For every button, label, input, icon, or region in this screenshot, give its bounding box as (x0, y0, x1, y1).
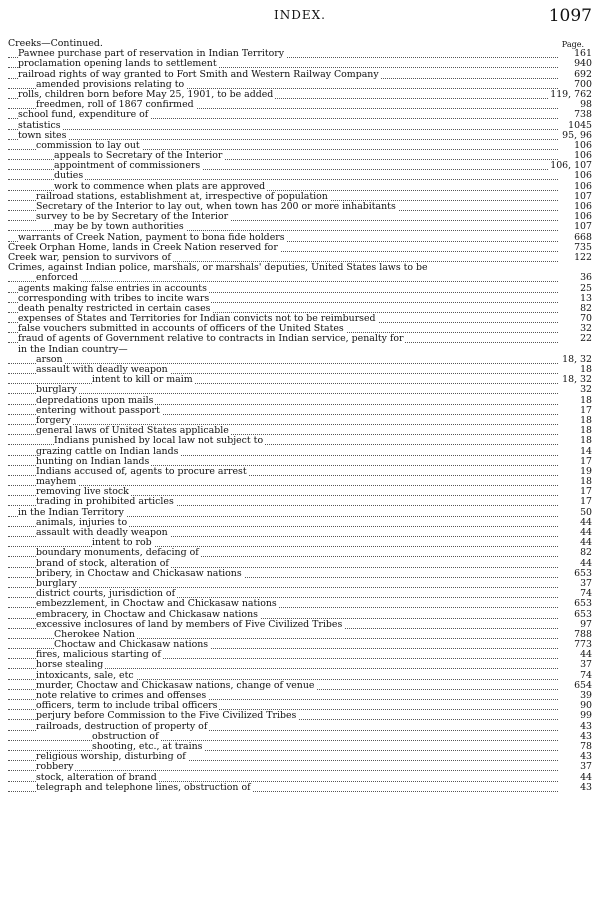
entry-text: obstruction of (92, 730, 159, 742)
entry-text: horse stealing (36, 659, 104, 671)
entry-text: fires, malicious starting of (36, 649, 161, 661)
entry-text: corresponding with tribes to incite wars (18, 292, 210, 304)
entry-page-ref: 14 (580, 445, 592, 457)
entry-page-ref: 44 (580, 537, 592, 549)
entry-text: assault with deadly weapon (36, 364, 168, 375)
entry-page-ref: 44 (580, 771, 592, 783)
entry-text: Indians accused of, agents to procure arrest (36, 465, 247, 477)
entry-page-ref: 99 (580, 710, 592, 722)
entry-page-ref: 653 (574, 567, 592, 579)
entry-text: Choctaw and Chickasaw nations (54, 639, 209, 651)
entry-page-ref: 18 (580, 425, 592, 437)
dot-leader (8, 579, 558, 588)
entry-text: Cherokee Nation (54, 628, 135, 640)
entry-text: warrants of Creek Nation, payment to bona fide holders (18, 231, 285, 243)
entry-page-ref: 773 (574, 639, 592, 651)
entry-page-ref: 788 (574, 628, 592, 640)
dot-leader (8, 416, 558, 425)
entry-page-ref: 97 (580, 618, 592, 630)
entry-page-ref: 32 (580, 323, 592, 335)
entry-text: survey to be by Secretary of the Interior (36, 211, 229, 223)
entry-text: freedmen, roll of 1867 confirmed (36, 99, 194, 111)
entry-page-ref: 43 (580, 751, 592, 763)
entry-text: embracery, in Choctaw and Chickasaw nations (36, 608, 258, 620)
index-entries (8, 39, 592, 793)
entry-page-ref: 106 (574, 211, 592, 223)
page-number: 1097 (548, 6, 592, 26)
entry-page-ref: 106 (574, 201, 592, 212)
entry-text: forgery (36, 414, 71, 426)
entry-page-ref: 25 (580, 282, 592, 294)
index-entry (8, 263, 592, 273)
entry-page-ref: 37 (580, 577, 592, 589)
entry-page-ref: 668 (574, 231, 592, 243)
entry-page-ref: 17 (580, 496, 592, 508)
entry-page-ref: 940 (574, 58, 592, 70)
entry-page-ref: 43 (580, 730, 592, 742)
entry-page-ref: 1045 (568, 119, 592, 131)
entry-page-ref: 82 (580, 547, 592, 559)
entry-text: stock, alteration of brand (36, 771, 157, 783)
entry-text: hunting on Indian lands (36, 455, 150, 467)
index-entry (8, 406, 592, 416)
index-entry (8, 752, 592, 762)
page-header (0, 6, 600, 28)
entry-text: Secretary of the Interior to lay out, when town has 200 or more inhabitants (36, 201, 396, 212)
entry-text: proclamation opening lands to settlement (18, 58, 217, 70)
entry-page-ref: 18, 32 (562, 374, 592, 386)
entry-text: shooting, etc., at trains (92, 740, 203, 752)
entry-text: agents making false entries in accounts (18, 282, 207, 294)
entry-page-ref: 653 (574, 608, 592, 620)
entry-text: boundary monuments, defacing of (36, 547, 199, 559)
index-entry (8, 436, 592, 446)
entry-page-ref: 692 (574, 68, 592, 80)
dot-leader (8, 385, 558, 394)
entry-text: embezzlement, in Choctaw and Chickasaw nations (36, 598, 277, 610)
entry-page-ref: 44 (580, 527, 592, 538)
index-entry (8, 273, 592, 283)
dot-leader (8, 762, 558, 771)
dot-leader (8, 355, 558, 364)
entry-page-ref: 738 (574, 109, 592, 121)
entry-page-ref: 106 (574, 150, 592, 162)
entry-page-ref: 50 (580, 506, 592, 518)
entry-text: town sites (18, 129, 67, 141)
dot-leader (8, 477, 558, 486)
entry-text: false vouchers submitted in accounts of officers of the United States (18, 323, 344, 335)
entry-page-ref: 161 (574, 48, 592, 60)
entry-text: note relative to crimes and offenses (36, 690, 207, 701)
entry-text: mayhem (36, 476, 77, 488)
entry-page-ref: 98 (580, 99, 592, 111)
dot-leader (8, 121, 558, 130)
index-entry (8, 110, 592, 120)
entry-text: Crimes, against Indian police, marshals, or marshals' deputies, United States laws to be (8, 262, 428, 274)
entry-text: in the Indian country— (18, 343, 128, 355)
entry-text: telegraph and telephone lines, obstruction of (36, 781, 251, 793)
entry-page-ref: 735 (574, 241, 592, 253)
entry-page-ref: 18 (580, 435, 592, 447)
entry-text: murder, Choctaw and Chickasaw nations, change of venue (36, 679, 315, 691)
index-entry (8, 375, 592, 385)
entry-page-ref: 17 (580, 404, 592, 416)
entry-text: robbery (36, 761, 74, 773)
entry-page-ref: 36 (580, 272, 592, 284)
entry-text: work to commence when plats are approved (54, 180, 266, 192)
index-entry (8, 467, 592, 477)
dot-leader (8, 742, 558, 751)
entry-text: officers, term to include tribal officers (36, 700, 218, 712)
entry-text: fraud of agents of Government relative to contracts in Indian service, penalty for (18, 333, 404, 345)
entry-page-ref: 18, 32 (562, 353, 592, 365)
index-entry (8, 599, 592, 609)
entry-page-ref: 17 (580, 455, 592, 467)
entry-text: Creek war, pension to survivors of (8, 251, 171, 263)
entry-page-ref: 107 (574, 221, 592, 233)
entry-text: appointment of commissioners (54, 160, 201, 172)
entry-text: duties (54, 170, 84, 182)
entry-page-ref: 37 (580, 659, 592, 671)
entry-page-ref: 22 (580, 333, 592, 345)
dot-leader (8, 171, 558, 180)
entry-text: burglary (36, 384, 77, 396)
entry-text: Creeks—Continued. (8, 38, 103, 49)
entry-page-ref: 44 (580, 557, 592, 569)
entry-text: school fund, expenditure of (18, 109, 149, 121)
entry-page-ref: 106, 107 (550, 160, 592, 172)
dot-leader (8, 538, 558, 547)
entry-text: burglary (36, 577, 77, 589)
entry-text: brand of stock, alteration of (36, 557, 169, 569)
dot-leader (8, 131, 558, 140)
index-entry (8, 121, 592, 131)
entry-text: depredations upon mails (36, 394, 154, 406)
entry-text: railroad stations, establishment at, irrespective of population (36, 190, 328, 202)
entry-page-ref: 82 (580, 302, 592, 314)
entry-page-ref: 700 (574, 78, 592, 90)
entry-page-ref: 78 (580, 740, 592, 752)
entry-text: intoxicants, sale, etc (36, 669, 134, 681)
entry-page-ref: 90 (580, 700, 592, 712)
index-entry (8, 345, 592, 355)
entry-text: appeals to Secretary of the Interior (54, 150, 223, 162)
entry-text: enforced (36, 272, 78, 284)
entry-text: commission to lay out (36, 139, 140, 151)
entry-text: arson (36, 353, 63, 365)
entry-page-ref: 106 (574, 139, 592, 151)
entry-page-ref: 32 (580, 384, 592, 396)
entry-page-ref: 119, 762 (550, 88, 592, 100)
entry-page-ref: 18 (580, 364, 592, 375)
page-column-label: Page. (561, 40, 584, 49)
dot-leader (8, 273, 558, 282)
entry-text: trading in prohibited articles (36, 496, 174, 508)
dot-leader (8, 732, 558, 741)
entry-text: statistics (18, 119, 61, 131)
entry-text: Indians punished by local law not subject to (54, 435, 264, 447)
entry-page-ref: 44 (580, 649, 592, 661)
entry-text: Pawnee purchase part of reservation in Indian Territory (18, 48, 285, 60)
entry-text: amended provisions relating to (36, 78, 185, 90)
entry-page-ref: 18 (580, 414, 592, 426)
index-entry (8, 783, 592, 793)
entry-text: in the Indian Territory (18, 506, 124, 518)
entry-text: animals, injuries to (36, 516, 128, 528)
entry-text: excessive inclosures of land by members of Five Civilized Tribes (36, 618, 343, 630)
entry-text: intent to rob (92, 537, 152, 549)
running-title: INDEX. (274, 8, 326, 22)
entry-page-ref: 44 (580, 516, 592, 528)
entry-page-ref: 74 (580, 588, 592, 600)
entry-text: assault with deadly weapon (36, 527, 168, 538)
entry-text: expenses of States and Territories for Indian convicts not to be reimbursed (18, 313, 376, 325)
entry-page-ref: 107 (574, 190, 592, 202)
entry-page-ref: 106 (574, 170, 592, 182)
entry-text: railroad rights of way granted to Fort Smith and Western Railway Company (18, 68, 379, 80)
entry-page-ref: 43 (580, 781, 592, 793)
dot-leader (8, 375, 558, 384)
entry-page-ref: 18 (580, 476, 592, 488)
index-entry (8, 161, 592, 171)
entry-page-ref: 18 (580, 394, 592, 406)
entry-text: religious worship, disturbing of (36, 751, 186, 763)
entry-page-ref: 70 (580, 313, 592, 325)
index-entry (8, 762, 592, 772)
entry-page-ref: 653 (574, 598, 592, 610)
entry-page-ref: 43 (580, 720, 592, 732)
entry-text: grazing cattle on Indian lands (36, 445, 179, 457)
entry-text: district courts, jurisdiction of (36, 588, 176, 600)
entry-page-ref: 95, 96 (562, 129, 592, 141)
entry-page-ref: 106 (574, 180, 592, 192)
entry-page-ref: 13 (580, 292, 592, 304)
entry-page-ref: 39 (580, 690, 592, 701)
entry-page-ref: 19 (580, 465, 592, 477)
entry-text: removing live stock (36, 486, 129, 498)
entry-text: bribery, in Choctaw and Chickasaw nations (36, 567, 242, 579)
entry-page-ref: 74 (580, 669, 592, 681)
entry-text: perjury before Commission to the Five Civilized Tribes (36, 710, 297, 722)
entry-page-ref: 37 (580, 761, 592, 773)
entry-page-ref: 17 (580, 486, 592, 498)
index-entry (8, 569, 592, 579)
entry-text: death penalty restricted in certain cases (18, 302, 211, 314)
entry-text: rolls, children born before May 25, 1901, to be added (18, 88, 274, 100)
entry-text: Creek Orphan Home, lands in Creek Nation reserved for (8, 241, 278, 253)
entry-text: intent to kill or maim (92, 374, 193, 386)
entry-page-ref: 122 (574, 251, 592, 263)
entry-page-ref: 654 (574, 679, 592, 691)
entry-text: railroads, destruction of property of (36, 720, 208, 732)
entry-text: may be by town authorities (54, 221, 184, 233)
entry-text: general laws of United States applicable (36, 425, 229, 437)
entry-text: entering without passport (36, 404, 160, 416)
